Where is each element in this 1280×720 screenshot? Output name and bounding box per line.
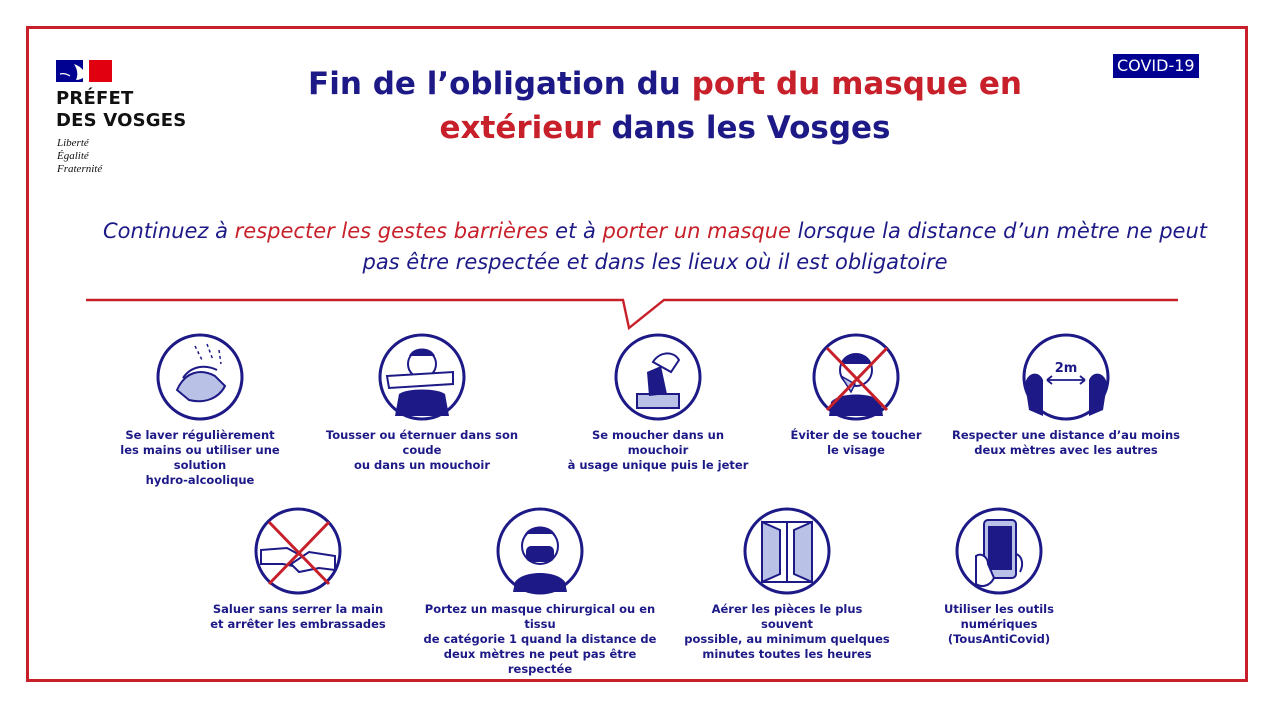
subtitle-part5: lorsque la distance d’un mètre ne peut pas être respectée et dans les lieux où il est obligatoire	[362, 219, 1207, 274]
gesture-label: Tousser ou éternuer dans son coude ou dans un mouchoir	[325, 428, 519, 472]
republic-motto	[57, 137, 102, 176]
gesture-label: Se laver régulièrement les mains ou utiliser une solution hydro-alcoolique	[120, 428, 280, 487]
gesture-distance	[950, 332, 1182, 458]
subtitle-part4: porter un masque	[602, 219, 791, 243]
gesture-no-face-touch	[776, 332, 936, 458]
poster-subtitle	[100, 216, 1210, 278]
french-flag-icon	[56, 60, 112, 82]
ventilation-icon	[742, 506, 832, 596]
gesture-ventilation	[684, 506, 890, 662]
subtitle-part1: Continuez à	[103, 219, 235, 243]
hand-washing-icon	[155, 332, 245, 422]
mask-icon	[495, 506, 585, 596]
subtitle-part3: et à	[548, 219, 603, 243]
gesture-hand-washing	[100, 332, 300, 488]
distance-icon	[1021, 332, 1111, 422]
covid-badge: COVID-19	[1113, 54, 1199, 78]
title-part1: Fin de l’obligation du	[308, 66, 692, 102]
smartphone-icon	[954, 506, 1044, 596]
gesture-label: Se moucher dans un mouchoir à usage unique puis le jeter	[567, 428, 749, 472]
subtitle-part2: respecter les gestes barrières	[234, 219, 549, 243]
prefecture-line1: PRÉFET	[56, 88, 134, 109]
title-part3: dans les Vosges	[600, 110, 891, 146]
prefecture-line2: DES VOSGES	[56, 110, 187, 131]
motto-fraternite: Fraternité	[57, 163, 103, 175]
gesture-label: Aérer les pièces le plus souvent possible, au minimum quelques minutes toutes les heures	[684, 602, 890, 661]
gesture-label: Éviter de se toucher le visage	[790, 428, 922, 457]
title-part2: port du masque en extérieur	[439, 66, 1022, 146]
gesture-tissue	[560, 332, 756, 473]
motto-egalite: Égalité	[57, 150, 89, 162]
gesture-cough-elbow	[312, 332, 532, 473]
motto-liberte: Liberté	[57, 137, 89, 149]
gesture-no-handshake	[208, 506, 388, 632]
gesture-label: Utiliser les outils numériques (TousAntiCovid)	[944, 602, 1054, 646]
speech-bubble-line	[84, 292, 1184, 332]
gesture-smartphone	[904, 506, 1094, 647]
cough-elbow-icon	[377, 332, 467, 422]
gesture-label: Portez un masque chirurgical ou en tissu de catégorie 1 quand la distance de deux mètres ne peut pas être respectée	[423, 602, 657, 676]
distance-label: 2m	[1054, 361, 1078, 376]
poster-title	[290, 62, 1040, 150]
gesture-label: Saluer sans serrer la main et arrêter les embrassades	[210, 602, 386, 631]
gesture-mask	[416, 506, 664, 677]
no-face-touch-icon	[811, 332, 901, 422]
gesture-label: Respecter une distance d’au moins deux mètres avec les autres	[952, 428, 1180, 457]
marianne-logo	[56, 60, 112, 82]
prefecture-name	[56, 88, 186, 132]
no-handshake-icon	[253, 506, 343, 596]
tissue-icon	[613, 332, 703, 422]
